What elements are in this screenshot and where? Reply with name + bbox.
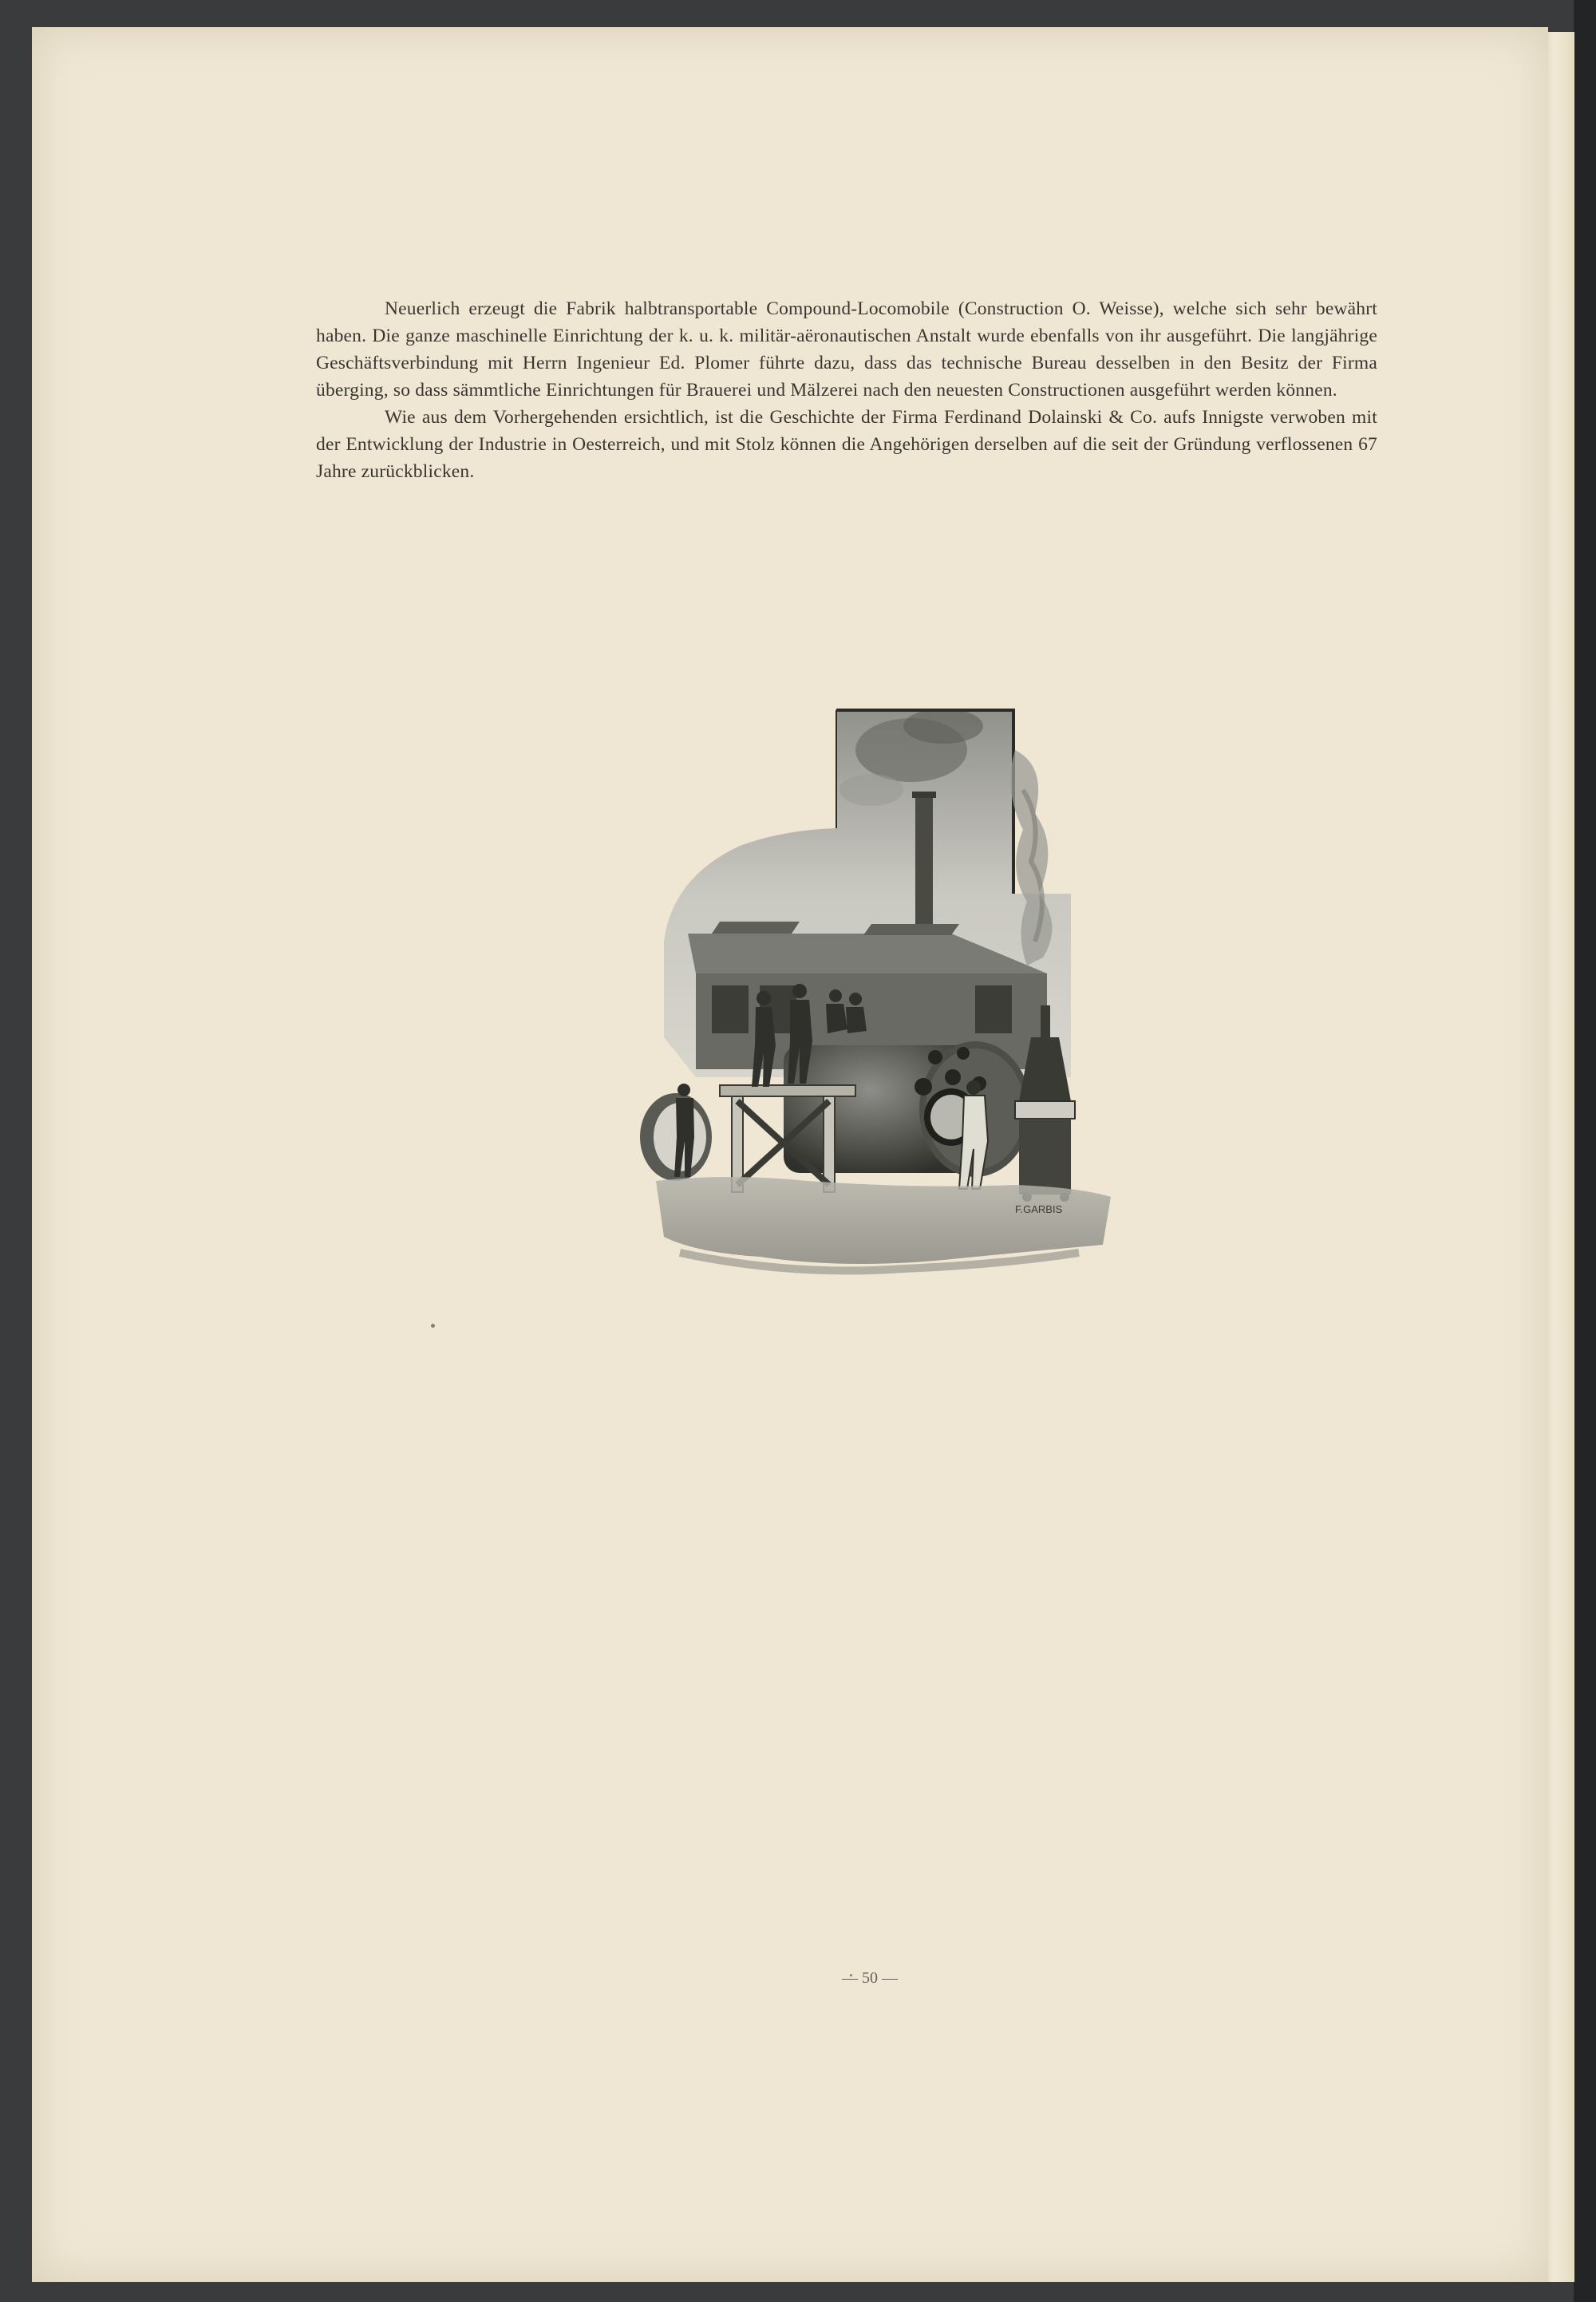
engraver-signature: F.GARBIS <box>1015 1203 1063 1215</box>
workshop-floor <box>656 1177 1111 1264</box>
page-number: — 50 — <box>842 1969 898 1987</box>
paper-speck <box>431 1324 435 1328</box>
paragraph-2: Wie aus dem Vorhergehenden ersichtlich, ist die Geschichte der Firma Ferdinand Dolainski & Co. aufs Innigste verwoben mit der Entwicklung der Industrie in Oesterreich, und mit Stolz können die Angehörigen derselben auf die seit der Gründung verflossenen 67 Jahre zurückblicken. <box>316 407 1377 482</box>
body-text <box>316 295 1377 485</box>
book-binding <box>1574 0 1596 2302</box>
paragraph-1: Neuerlich erzeugt die Fabrik halbtransportable Compound-Locomobile (Construction O. Weisse), welche sich sehr bewährt haben. Die ganze maschinelle Einrichtung der k. u. k. militär-aëronautischen Anstalt wurde ebenfalls von ihr ausgeführt. Die langjährige Geschäftsverbindung mit Herrn Ingenieur Ed. Plomer führte dazu, dass das technische Bureau desselben in den Besitz der Firma überging, so dass sämmtliche Einrichtungen für Brauerei und Mälzerei nach den neuesten Constructionen ausgeführt werden können. <box>316 298 1377 401</box>
boiler-workshop-engraving <box>600 702 1127 1309</box>
